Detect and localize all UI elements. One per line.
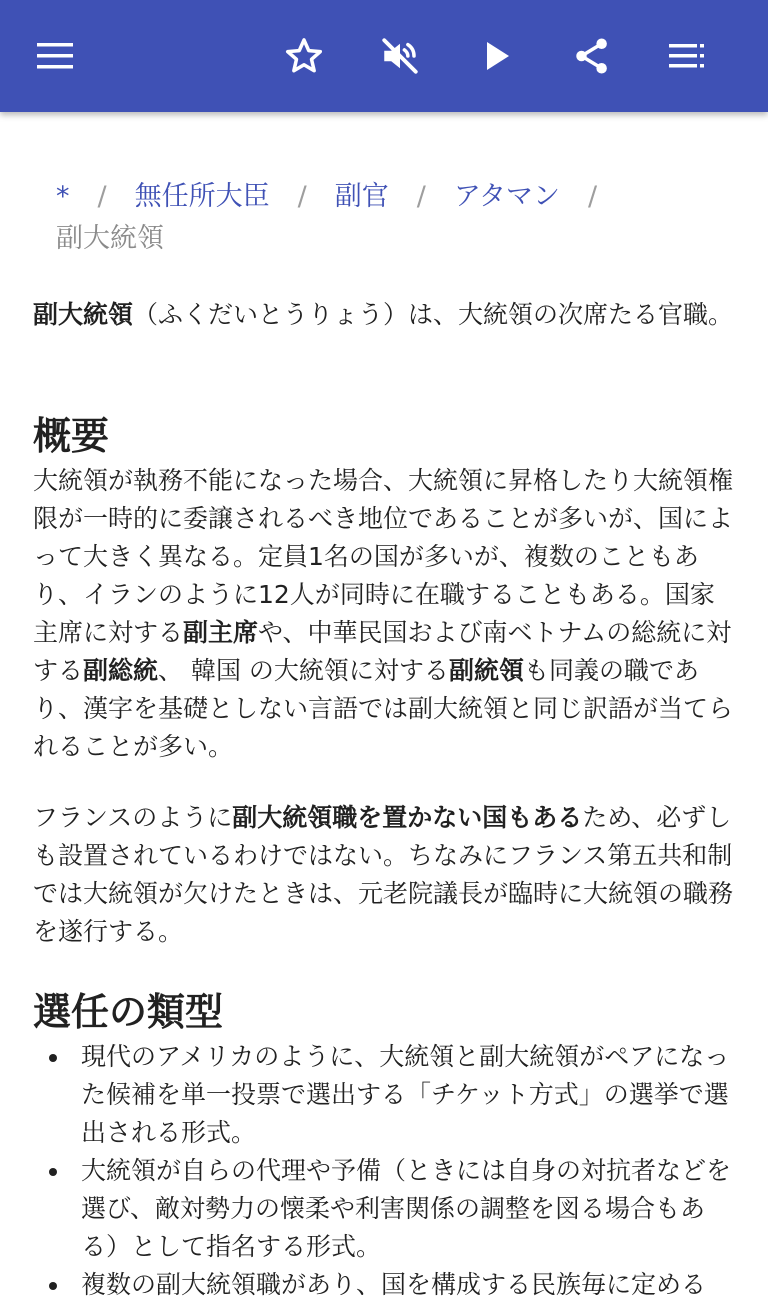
- text-span: ため、必ずしも設置されているわけではない。ちなみにフランス第五共和制では大統領が欠けたときは、元老院議長が臨時に大統領の職務を遂行する。: [33, 803, 734, 946]
- bullet-icon: [49, 1168, 57, 1176]
- list-item: [33, 1038, 738, 1152]
- app-toolbar: [0, 0, 768, 112]
- breadcrumb-current: 副大統領: [56, 223, 164, 254]
- intro-text: （ふくだいとうりょう）は、大統領の次席たる官職。: [133, 300, 734, 329]
- section-heading-selection-types: 選任の類型: [33, 990, 224, 1034]
- menu-icon: [36, 41, 76, 71]
- text-span: 、 韓国 の大統領に対する: [158, 656, 449, 685]
- text-span: も同義の職であり、漢字を基礎としない言語では副大統領と同じ訳語が当てられることが多い。: [33, 656, 734, 761]
- overview-paragraph-1: [33, 462, 738, 766]
- breadcrumb-link-root[interactable]: *: [56, 181, 70, 212]
- bullet-icon: [49, 1282, 57, 1290]
- bookmark-button[interactable]: [276, 28, 332, 84]
- breadcrumb-separator: /: [416, 181, 426, 212]
- list-item-text: 現代のアメリカのように、大統領と副大統領がペアになった候補を単一投票で選出する「チケット方式」の選挙で選出される形式。: [81, 1042, 730, 1147]
- menu-button[interactable]: [28, 28, 84, 84]
- breadcrumb-separator: /: [297, 181, 307, 212]
- play-icon: [482, 39, 514, 73]
- playlist-icon: [668, 41, 708, 71]
- list-item-text: 複数の副大統領職があり、国を構成する民族毎に定める: [81, 1270, 707, 1299]
- text-span: 大統領が執務不能になった場合、大統領に昇格したり大統領権限が一時的に委譲されるべき地位であることが多いが、国によって大きく異なる。定員1名の国が多いが、複数のこともあり、イランのように12人が同時に在職することもある。国家主席に対する: [33, 466, 734, 647]
- star-outline-icon: [283, 35, 325, 77]
- overview-paragraph-2: [33, 799, 738, 951]
- selection-types-list: [33, 1038, 738, 1304]
- article-content: [0, 112, 768, 1299]
- bold-term: 副総統: [83, 656, 159, 685]
- share-icon: [571, 35, 613, 77]
- breadcrumb: [56, 176, 736, 260]
- text-span: や、中華民国および南ベトナムの総統に対する: [33, 618, 732, 685]
- share-button[interactable]: [564, 28, 620, 84]
- volume-off-icon: [379, 35, 421, 77]
- bold-term: 副大統領職を置かない国もある: [232, 803, 583, 832]
- intro-paragraph: [33, 296, 738, 334]
- playlist-button[interactable]: [660, 28, 716, 84]
- list-item: [33, 1266, 738, 1304]
- breadcrumb-separator: /: [97, 181, 107, 212]
- breadcrumb-separator: /: [587, 181, 598, 212]
- play-button[interactable]: [470, 28, 526, 84]
- bold-term: 副主席: [183, 618, 259, 647]
- breadcrumb-link-adjutant[interactable]: 副官: [334, 181, 389, 212]
- text-span: フランスのように: [33, 803, 233, 832]
- breadcrumb-link-minister[interactable]: 無任所大臣: [134, 181, 270, 212]
- breadcrumb-link-ataman[interactable]: アタマン: [453, 181, 560, 212]
- mute-button[interactable]: [372, 28, 428, 84]
- intro-term: 副大統領: [33, 300, 134, 329]
- list-item-text: 大統領が自らの代理や予備（ときには自身の対抗者などを選び、敵対勢力の懐柔や利害関係の調整を図る場合もある）として指名する形式。: [81, 1156, 732, 1261]
- list-item: [33, 1152, 738, 1266]
- bullet-icon: [49, 1054, 57, 1062]
- section-heading-overview: 概要: [33, 414, 110, 458]
- bold-term: 副統領: [448, 656, 524, 685]
